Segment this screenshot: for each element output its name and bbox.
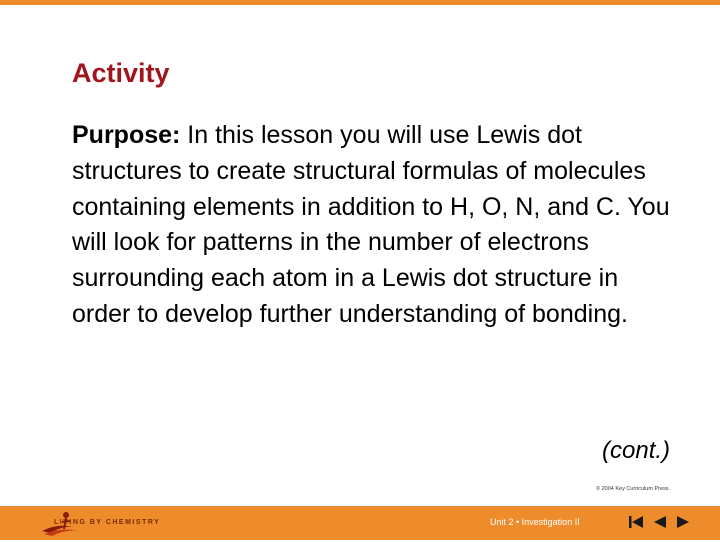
first-slide-button[interactable] [628, 514, 644, 530]
footer-bar [0, 506, 720, 540]
logo-text: LIVING BY CHEMISTRY [54, 519, 161, 526]
previous-slide-icon [653, 514, 667, 530]
previous-slide-button[interactable] [653, 514, 667, 530]
unit-label: Unit 2 • Investigation II [490, 517, 580, 527]
slide-title: Activity [72, 58, 170, 88]
copyright-notice: © 2004 Key Curriculum Press. [596, 486, 671, 492]
next-slide-icon [676, 514, 690, 530]
purpose-paragraph [72, 118, 672, 333]
next-slide-button[interactable] [676, 514, 690, 530]
first-slide-icon [628, 514, 644, 530]
purpose-label: Purpose: [72, 121, 181, 149]
purpose-text: In this lesson you will use Lewis dot structures to create structural formulas of molecules containing elements in addition to H, O, N, and C. You will look for patterns in the number of electrons surrounding each atom in a Lewis dot structure in order to develop further understanding of bonding. [72, 121, 670, 328]
continued-label: (cont.) [602, 437, 671, 464]
top-accent-bar [0, 0, 720, 5]
